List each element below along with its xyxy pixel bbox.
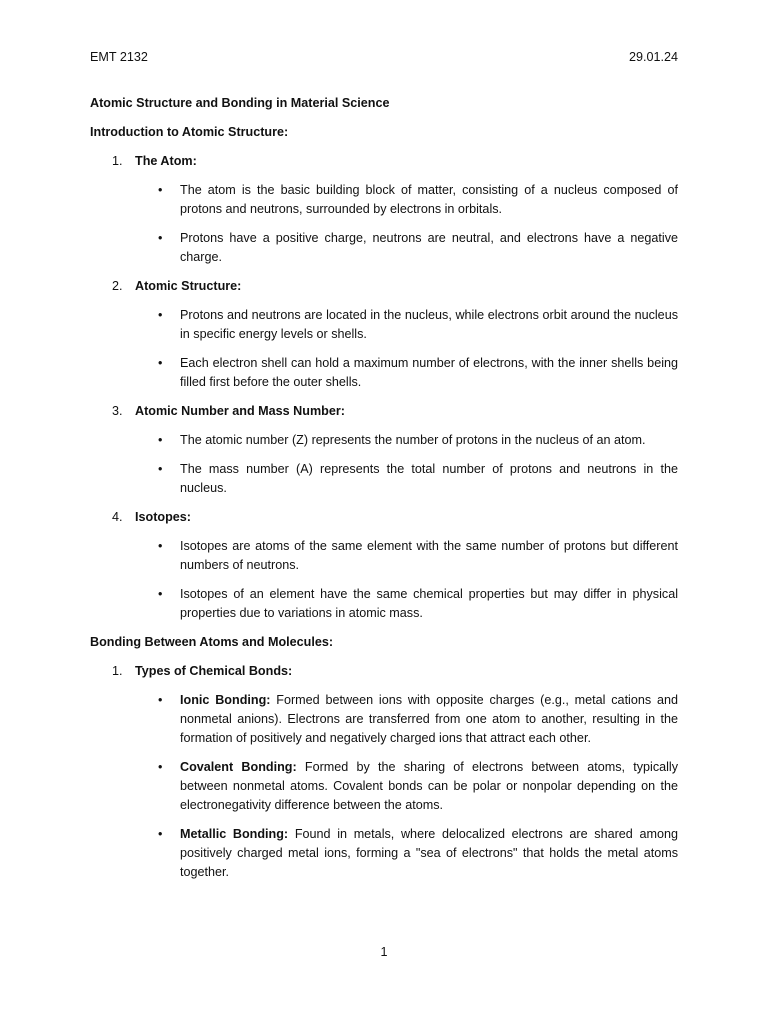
bullet-icon: • xyxy=(158,760,163,774)
bullet-icon: • xyxy=(158,308,163,322)
bullet-list xyxy=(90,537,678,623)
document-title: Atomic Structure and Bonding in Material Science xyxy=(90,96,390,110)
bullet-text: Protons and neutrons are located in the nucleus, while electrons orbit around the nucleus in specific energy levels or shells. xyxy=(180,308,678,341)
bullet-list xyxy=(90,181,678,267)
bullet-list xyxy=(90,431,678,498)
bullet-icon: • xyxy=(158,356,163,370)
item-title: Atomic Number and Mass Number: xyxy=(135,404,345,418)
bullet-item xyxy=(90,460,678,498)
item-number: 4. xyxy=(112,510,123,524)
bullet-item xyxy=(90,229,678,267)
bullet-text: Isotopes are atoms of the same element with the same number of protons but different numbers of neutrons. xyxy=(180,539,678,572)
bullet-icon: • xyxy=(158,539,163,553)
bullet-lead: Metallic Bonding: xyxy=(180,827,289,841)
bullet-icon: • xyxy=(158,587,163,601)
document-body xyxy=(90,94,678,892)
bullet-item xyxy=(90,537,678,575)
bullet-icon: • xyxy=(158,183,163,197)
bullet-item xyxy=(90,354,678,392)
bullet-text: The atomic number (Z) represents the number of protons in the nucleus of an atom. xyxy=(180,433,646,447)
bullet-icon: • xyxy=(158,462,163,476)
item-title: Atomic Structure: xyxy=(135,279,242,293)
course-code: EMT 2132 xyxy=(90,50,148,64)
bullet-icon: • xyxy=(158,827,163,841)
item-number: 3. xyxy=(112,404,123,418)
bullet-lead: Covalent Bonding: xyxy=(180,760,297,774)
bullet-text: The mass number (A) represents the total number of protons and neutrons in the nucleus. xyxy=(180,462,678,495)
item-title: The Atom: xyxy=(135,154,197,168)
section-heading: Introduction to Atomic Structure: xyxy=(90,125,289,139)
bullet-list xyxy=(90,306,678,392)
bullet-text: The atom is the basic building block of matter, consisting of a nucleus composed of protons and neutrons, surrounded by electrons in orbitals. xyxy=(180,183,678,216)
numbered-item xyxy=(90,508,678,527)
bullet-item xyxy=(90,691,678,748)
numbered-item xyxy=(90,152,678,171)
bullet-text: Formed between ions with opposite charges (e.g., metal cations and nonmetal anions). Electrons are transferred from one atom to another, resulting in the formation of positively and negatively charged ions that attract each other. xyxy=(180,693,678,745)
bullet-icon: • xyxy=(158,433,163,447)
item-title: Types of Chemical Bonds: xyxy=(135,664,293,678)
bullet-list xyxy=(90,691,678,882)
bullet-text: Protons have a positive charge, neutrons are neutral, and electrons have a negative charge. xyxy=(180,231,678,264)
section-heading: Bonding Between Atoms and Molecules: xyxy=(90,635,334,649)
bullet-item xyxy=(90,431,678,450)
bullet-item xyxy=(90,585,678,623)
item-title: Isotopes: xyxy=(135,510,191,524)
bullet-lead: Ionic Bonding: xyxy=(180,693,271,707)
bullet-item xyxy=(90,825,678,882)
sections-container xyxy=(90,123,678,882)
page-number: 1 xyxy=(380,945,388,959)
item-number: 2. xyxy=(112,279,123,293)
bullet-item xyxy=(90,306,678,344)
bullet-item xyxy=(90,758,678,815)
bullet-text: Formed by the sharing of electrons between atoms, typically between nonmetal atoms. Covalent bonds can be polar or nonpolar depending on the electronegativity difference between the atoms. xyxy=(180,760,679,812)
bullet-icon: • xyxy=(158,693,163,707)
bullet-text: Found in metals, where delocalized electrons are shared among positively charged metal ions, forming a "sea of electrons" that holds the metal atoms together. xyxy=(180,827,678,879)
bullet-text: Each electron shell can hold a maximum number of electrons, with the inner shells being filled first before the outer shells. xyxy=(180,356,678,389)
item-number: 1. xyxy=(112,154,123,168)
item-number: 1. xyxy=(112,664,123,678)
numbered-item xyxy=(90,662,678,681)
bullet-icon: • xyxy=(158,231,163,245)
numbered-item xyxy=(90,277,678,296)
document-date: 29.01.24 xyxy=(628,50,678,64)
bullet-text: Isotopes of an element have the same chemical properties but may differ in physical properties due to variations in atomic mass. xyxy=(180,587,678,620)
bullet-item xyxy=(90,181,678,219)
numbered-item xyxy=(90,402,678,421)
